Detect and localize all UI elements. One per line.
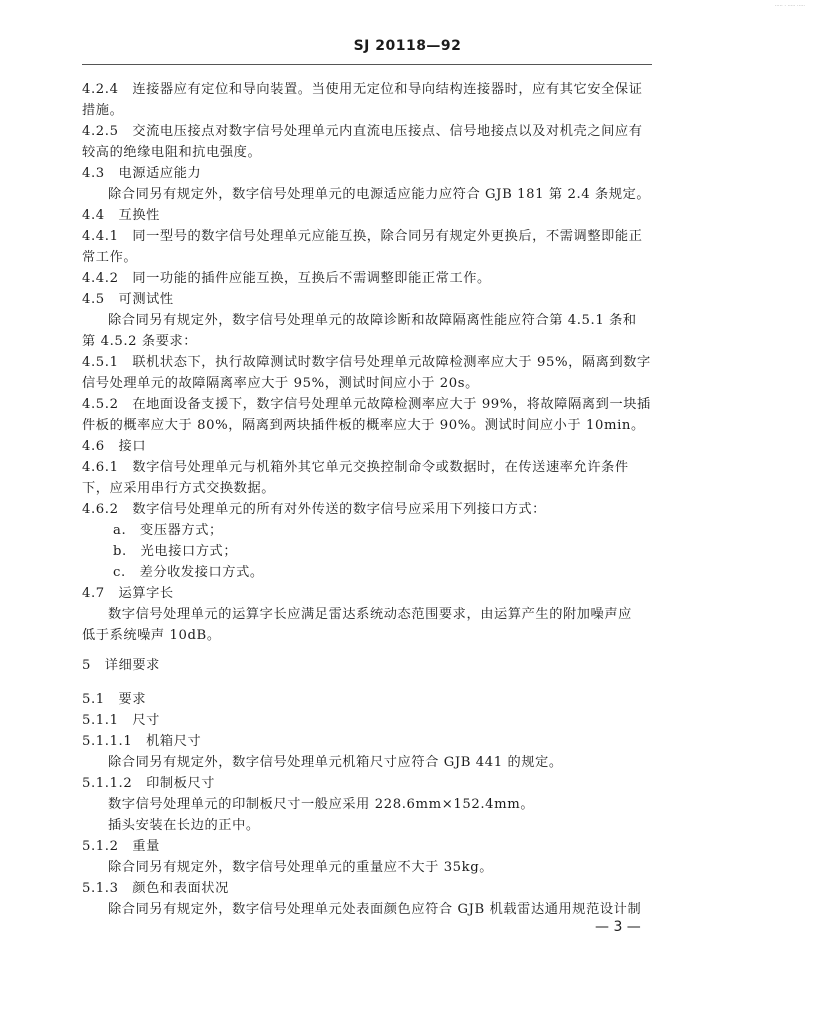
text-line: 除合同另有规定外，数字信号处理单元处表面颜色应符合 GJB 机载雷达通用规范设计制: [108, 902, 642, 917]
text-line: 除合同另有规定外，数字信号处理单元的重量应不大于 35kg。: [108, 860, 494, 875]
scan-marks: ····· · ····· ·····: [774, 3, 805, 9]
text-line: 4.4.1 同一型号的数字信号处理单元应能互换，除合同另有规定外更换后，不需调整即能正: [82, 229, 643, 244]
header-rule: [82, 64, 652, 65]
section-heading: 4.4 互换性: [82, 208, 160, 223]
text-line: 低于系统噪声 10dB。: [82, 628, 221, 643]
text-line: 数字信号处理单元的印制板尺寸一般应采用 228.6mm×152.4mm。: [108, 797, 535, 812]
list-item: c. 差分收发接口方式。: [113, 565, 264, 580]
section-heading: 5.1.3 颜色和表面状况: [82, 881, 229, 896]
section-heading: 4.5 可测试性: [82, 292, 174, 307]
section-heading: 5.1 要求: [82, 692, 147, 707]
section-heading: 5.1.2 重量: [82, 839, 160, 854]
text-line: 4.5.1 联机状态下，执行故障测试时数字信号处理单元故障检测率应大于 95%，隔离到数字: [82, 355, 651, 370]
text-line: 4.2.4 连接器应有定位和导向装置。当使用无定位和导向结构连接器时，应有其它安全保证: [82, 82, 643, 97]
text-line: 较高的绝缘电阻和抗电强度。: [82, 145, 262, 160]
text-line: 4.6.1 数字信号处理单元与机箱外其它单元交换控制命令或数据时，在传送速率允许条件: [82, 460, 629, 475]
page-number: — 3 —: [595, 919, 641, 935]
text-line: 插头安装在长边的正中。: [108, 818, 260, 833]
section-heading: 4.7 运算字长: [82, 586, 174, 601]
text-line: 4.4.2 同一功能的插件应能互换，互换后不需调整即能正常工作。: [82, 271, 491, 286]
text-line: 除合同另有规定外，数字信号处理单元机箱尺寸应符合 GJB 441 的规定。: [108, 755, 563, 770]
chapter-heading: 5 详细要求: [82, 658, 160, 673]
text-line: 除合同另有规定外，数字信号处理单元的故障诊断和故障隔离性能应符合第 4.5.1 条和: [108, 313, 637, 328]
text-line: 4.6.2 数字信号处理单元的所有对外传送的数字信号应采用下列接口方式：: [82, 502, 546, 517]
section-heading: 5.1.1.1 机箱尺寸: [82, 734, 202, 749]
text-line: 件板的概率应大于 80%，隔离到两块插件板的概率应大于 90%。测试时间应小于 10min。: [82, 418, 645, 433]
text-line: 下，应采用串行方式交换数据。: [82, 481, 276, 496]
list-item: b. 光电接口方式；: [113, 544, 238, 559]
text-line: 除合同另有规定外，数字信号处理单元的电源适应能力应符合 GJB 181 第 2.4 条规定。: [108, 187, 651, 202]
section-heading: 5.1.1 尺寸: [82, 713, 160, 728]
section-heading: 5.1.1.2 印制板尺寸: [82, 776, 216, 791]
text-line: 4.2.5 交流电压接点对数字信号处理单元内直流电压接点、信号地接点以及对机壳之间应有: [82, 124, 643, 139]
section-heading: 4.3 电源适应能力: [82, 166, 202, 181]
list-item: a. 变压器方式；: [113, 523, 223, 538]
text-line: 常工作。: [82, 250, 138, 265]
text-line: 4.5.2 在地面设备支援下，数字信号处理单元故障检测率应大于 99%，将故障隔离到一块插: [82, 397, 651, 412]
standard-code-header: SJ 20118—92: [353, 38, 462, 54]
text-line: 数字信号处理单元的运算字长应满足雷达系统动态范围要求，由运算产生的附加噪声应: [108, 607, 632, 622]
text-line: 措施。: [82, 103, 124, 118]
text-line: 信号处理单元的故障隔离率应大于 95%，测试时间应小于 20s。: [82, 376, 479, 391]
section-heading: 4.6 接口: [82, 439, 147, 454]
text-line: 第 4.5.2 条要求：: [82, 334, 198, 349]
